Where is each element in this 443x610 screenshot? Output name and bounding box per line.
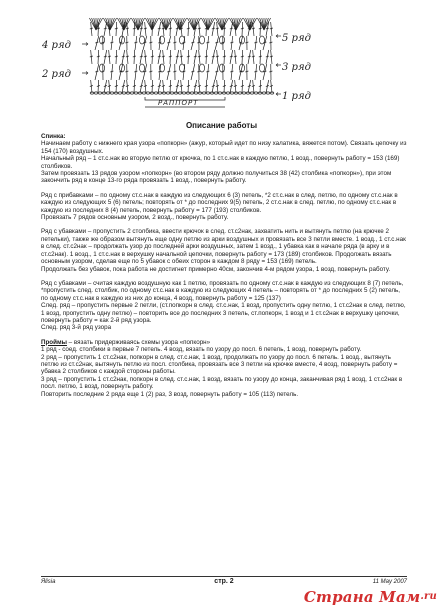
stitch-bar: [104, 56, 107, 57]
stitch-bar: [133, 28, 136, 29]
stitch-post: [152, 80, 153, 93]
stitch-bar: [90, 28, 93, 29]
stitch-bar: [95, 42, 98, 43]
chain-stitch: [134, 92, 138, 94]
stitch-bar: [149, 71, 152, 72]
stitch-bar: [180, 86, 183, 87]
stitch-bar: [151, 86, 154, 87]
stitch-bar: [167, 42, 170, 43]
paragraph: 1 ряд - соед. столбики в первые 7 петель. 4 возд, вязать по узору до посл. 6 петель, 1 возд, повернуть работу.: [41, 346, 362, 354]
stitch-bar: [191, 71, 194, 72]
paragraph: Ряд с прибавками – по одному ст.с.нак в каждую из следующих 6 (3) петель, *2 ст.с.нак в след. петлю, по одному ст.с.нак в каждую из следующих 5 (6) петель; повторять от * до последних 9(5) петель, 2 ст.с.нак в след. петлю, по одному ст.с.нак в каждую из последних 8 (4) петель, повернуть работу = 177 (193) столбиков.: [41, 191, 398, 214]
stitch-bar: [194, 56, 197, 57]
chain-stitch: [226, 92, 230, 94]
stitch-post: [260, 50, 261, 64]
chain-stitch: [190, 92, 194, 94]
stitch-bar: [254, 71, 257, 72]
paragraph: Ряд с убавками – считая каждую воздушную как 1 петлю, провязать по одному ст.с.нак в каждую из следующих 8 (7) петель, *пропустить след. столбик, по одному ст.с.нак в каждую из следующих 4 петель – повторять от * до последних 5 (2) петель, по одному ст.с.нак в каждую из них до конца, 4 возд, повернуть работу = 125 (137): [41, 279, 404, 302]
stitch-bar: [167, 71, 170, 72]
stitch-post: [242, 50, 243, 64]
stitch-bar: [187, 28, 190, 29]
chain-stitch: [266, 92, 270, 94]
stitch-bar: [110, 71, 113, 72]
paragraph: Начальный ряд – 1 ст.с.нак во вторую петлю от крючка, по 1 ст.с.нак в каждую петлю, 1 возд., повернуть работу = 153 (169) столбиков.: [41, 155, 400, 170]
stitch-bar: [122, 56, 125, 57]
chain-stitch: [218, 92, 222, 94]
stitch-bar: [158, 56, 161, 57]
stitch-bar: [125, 71, 128, 72]
watermark-tld: .ru: [420, 591, 437, 602]
chain-stitch: [98, 92, 102, 94]
rapport-label: РАППОРТ: [158, 99, 199, 107]
stitch-bar: [215, 71, 218, 72]
stitch-bar: [241, 56, 244, 57]
chain-stitch: [166, 92, 170, 94]
stitch-bar: [198, 56, 201, 57]
chain-stitch: [110, 92, 114, 94]
stitch-bar: [169, 86, 172, 87]
stitch-bar: [176, 28, 179, 29]
stitch-bar: [206, 71, 209, 72]
stitch-bar: [133, 56, 136, 57]
chain-stitch: [118, 92, 122, 94]
popcorn-stitch: [199, 36, 204, 44]
chain-stitch: [106, 92, 110, 94]
stitch-post: [98, 80, 99, 93]
stitch-post: [224, 50, 225, 64]
stitch-post: [206, 50, 207, 64]
stitch-bar: [115, 56, 118, 57]
stitch-post: [206, 80, 207, 93]
stitch-bar: [254, 42, 257, 43]
stitch-bar: [187, 86, 190, 87]
crochet-chart-drawing: [0, 0, 443, 118]
stitch-bar: [215, 42, 218, 43]
stitch-bar: [216, 28, 219, 29]
section-heading-back: Спинка:: [41, 133, 66, 140]
chain-stitch: [182, 92, 186, 94]
stitch-bar: [230, 42, 233, 43]
stitch-bar: [162, 28, 165, 29]
stitch-bar: [230, 86, 233, 87]
stitch-bar: [252, 86, 255, 87]
popcorn-stitch: [179, 36, 184, 44]
stitch-bar: [248, 56, 251, 57]
stitch-bar: [270, 56, 273, 57]
section-heading-armholes: Проймы: [41, 338, 67, 346]
stitch-bar: [194, 86, 197, 87]
stitch-bar: [206, 42, 209, 43]
stitch-post: [170, 80, 171, 93]
stitch-bar: [259, 28, 262, 29]
stitch-post: [242, 22, 243, 36]
stitch-bar: [104, 28, 107, 29]
stitch-bar: [140, 28, 143, 29]
chain-stitch: [202, 92, 206, 94]
chain-stitch: [94, 92, 98, 94]
page-title: Описание работы: [185, 121, 258, 130]
paragraph: Повторить последние 2 ряда еще 1 (2) раз, 3 возд, повернуть работу = 105 (113) петель.: [41, 390, 299, 398]
chain-stitch: [214, 92, 218, 94]
stitch-bar: [90, 86, 93, 87]
row-label-3: 3 ряд: [282, 62, 311, 73]
stitch-bar: [198, 86, 201, 87]
stitch-bar: [169, 56, 172, 57]
stitch-bar: [122, 86, 125, 87]
stitch-post: [188, 22, 189, 36]
stitch-bar: [216, 86, 219, 87]
stitch-post: [116, 22, 117, 36]
stitch-bar: [115, 28, 118, 29]
stitch-bar: [140, 86, 143, 87]
stitch-bar: [108, 86, 111, 87]
popcorn-stitch: [259, 36, 264, 44]
stitch-post: [134, 50, 135, 64]
chain-stitch: [250, 92, 254, 94]
page-footer: [41, 576, 407, 586]
stitch-post: [134, 80, 135, 93]
stitch-bar: [126, 86, 129, 87]
chain-stitch: [254, 92, 258, 94]
stitch-bar: [169, 28, 172, 29]
stitch-bar: [266, 56, 269, 57]
footer-page-number: стр. 2: [214, 578, 234, 585]
stitch-bar: [234, 56, 237, 57]
paragraph: 2 ряд – пропустить 1 ст.с2нак, попкорн в след. ст.с.нак, 1 возд, продолжать по узору до посл. 6 петель. 1 возд., вытянуть петлю из ст.с2нак, вытянуть петлю из посл. столбика, провязать все 3 петли на крючке вместе, 4 возд, повернуть работу = убавка 2 столбиков с каждой стороны работы.: [41, 353, 398, 376]
stitch-bar: [125, 42, 128, 43]
armholes-intro-text: – вязать придерживаясь схемы узора «попкорн»: [66, 338, 211, 346]
stitch-bar: [176, 86, 179, 87]
stitch-bar: [90, 56, 93, 57]
stitch-bar: [216, 56, 219, 57]
stitch-post: [170, 22, 171, 36]
popcorn-stitch: [139, 64, 144, 72]
paragraph: 3 ряд – пропустить 1 ст.с2нак, попкорн в след. ст.с.нак, 1 возд, вязать по узору до конца, заканчивая ряд 1 возд, 1 ст.с2нак в посл. петлю, 1 возд, повернуть работу.: [41, 375, 403, 391]
stitch-post: [188, 50, 189, 64]
stitch-bar: [162, 56, 165, 57]
footer-date: 11 May 2007: [372, 579, 407, 585]
footer-author: Яlisia: [41, 579, 56, 585]
stitch-bar: [173, 42, 176, 43]
stitch-bar: [191, 42, 194, 43]
stitch-bar: [259, 56, 262, 57]
chain-stitch: [194, 92, 198, 94]
stitch-bar: [241, 28, 244, 29]
row-label-2: 2 ряд: [42, 69, 71, 80]
paragraph: Начинаем работу с нижнего края узора «попкорн» (ажур, который идет по низу халатика, вяжется потом). Связать цепочку из 154 (170) воздушных.: [41, 140, 407, 155]
stitch-bar: [158, 28, 161, 29]
stitch-bar: [126, 56, 129, 57]
paragraph: Провязать 7 рядов основным узором, 2 возд., повернуть работу.: [41, 214, 229, 222]
chain-stitch: [238, 92, 242, 94]
stitch-post: [116, 80, 117, 93]
stitch-bar: [126, 28, 129, 29]
stitch-bar: [245, 71, 248, 72]
stitch-post: [188, 80, 189, 93]
stitch-bar: [115, 86, 118, 87]
chain-stitch: [122, 92, 126, 94]
stitch-bar: [158, 86, 161, 87]
stitch-bar: [97, 86, 100, 87]
stitch-bar: [245, 42, 248, 43]
stitch-bar: [252, 56, 255, 57]
crochet-chart: [0, 0, 443, 118]
chain-stitch: [142, 92, 146, 94]
paragraph: След. ряд 3-й ряд узора: [41, 324, 112, 332]
stitch-bar: [269, 71, 272, 72]
stitch-bar: [134, 71, 137, 72]
stitch-bar: [270, 86, 273, 87]
stitch-bar: [212, 28, 215, 29]
stitch-bar: [144, 86, 147, 87]
paragraph: Затем провязать 13 рядов узором «попкорн» (во втором ряду должно получиться 38 (42) столбика «попкорн»), при этом закончить ряд в конце 13-го ряда провязать 1 возд., повернуть работу.: [41, 170, 392, 185]
row-label-1: 1 ряд: [282, 91, 311, 102]
stitch-bar: [266, 86, 269, 87]
stitch-bar: [266, 28, 269, 29]
stitch-bar: [180, 56, 183, 57]
stitch-bar: [176, 56, 179, 57]
stitch-post: [152, 50, 153, 64]
popcorn-stitch: [179, 64, 184, 72]
paragraph: Продолжать без убавок, пока работа не достигнет примерно 40см, закончив 4-м рядом узора, 1 возд, повернуть работу.: [41, 265, 391, 273]
stitch-bar: [198, 28, 201, 29]
stitch-bar: [270, 28, 273, 29]
chain-stitch: [178, 92, 182, 94]
chain-stitch: [230, 92, 234, 94]
popcorn-stitch: [199, 64, 204, 72]
stitch-post: [260, 80, 261, 93]
chain-stitch: [206, 92, 210, 94]
stitch-bar: [223, 56, 226, 57]
chain-stitch: [262, 92, 266, 94]
stitch-bar: [205, 56, 208, 57]
stitch-bar: [95, 71, 98, 72]
stitch-bar: [104, 86, 107, 87]
stitch-post: [170, 50, 171, 64]
stitch-bar: [252, 28, 255, 29]
stitch-bar: [134, 42, 137, 43]
stitch-bar: [269, 42, 272, 43]
stitch-bar: [140, 56, 143, 57]
stitch-bar: [108, 56, 111, 57]
watermark-brand: Страна Мам: [303, 588, 421, 606]
stitch-bar: [97, 56, 100, 57]
chain-stitch: [154, 92, 158, 94]
stitch-bar: [110, 42, 113, 43]
chain-stitch: [158, 92, 162, 94]
stitch-bar: [230, 28, 233, 29]
chain-stitch: [130, 92, 134, 94]
stitch-bar: [205, 86, 208, 87]
stitch-bar: [144, 28, 147, 29]
armholes-intro: [41, 339, 407, 346]
row-label-4: 4 ряд: [42, 40, 71, 51]
stitch-post: [224, 80, 225, 93]
popcorn-stitch: [99, 64, 104, 72]
paragraph: Ряд с убавками – пропустить 2 столбика, ввести крючок в след. ст.с2нак, захватить нить и вытянуть петлю (на крючке 2 петельки), также же образом вытянуть еще одну петлю из арки воздушных и провязать все 3 петли вместе. 1 возд., 1 ст.с.нак в след. ст.с2нак – продолжать узор до последней арки воздушных, затем 1 возд., 1 убавка как в начале ряда (в арку и в ст.с2нак). 1 возд., 1 ст.с.нак в верхушку начальной цепочки, повернуть работу = 173 (189) столбиков. Продолжать вязать основным узором, сделав еще по 5 убавок с обеих сторон в каждом 8 ряду = 153 (169) петель.: [41, 228, 406, 266]
popcorn-stitch: [259, 64, 264, 72]
chain-stitch: [170, 92, 174, 94]
stitch-bar: [212, 56, 215, 57]
chain-stitch: [146, 92, 150, 94]
stitch-post: [116, 50, 117, 64]
pattern-description: [41, 133, 407, 398]
stitch-bar: [259, 86, 262, 87]
popcorn-stitch: [139, 36, 144, 44]
stitch-bar: [144, 56, 147, 57]
stitch-bar: [133, 86, 136, 87]
stitch-bar: [223, 86, 226, 87]
stitch-bar: [162, 86, 165, 87]
row-label-5: 5 ряд: [282, 33, 311, 44]
stitch-bar: [230, 71, 233, 72]
stitch-bar: [248, 86, 251, 87]
stitch-bar: [149, 42, 152, 43]
stitch-bar: [234, 86, 237, 87]
stitch-bar: [173, 71, 176, 72]
stitch-bar: [187, 56, 190, 57]
paragraph: След. ряд – пропустить первые 2 петли, (ст.попкорн в след. ст.с.нак, 1 возд, пропустить одну петлю, 1 ст.с2нак в след. петлю, 1 возд, пропустить одну петлю) – повторить все до последних 3 петель, ст.попкорн, 1 возд и 1 ст.с2нак в верхушку цепочки, повернуть работу = как 2-й ряд узора.: [41, 302, 406, 324]
stitch-bar: [151, 56, 154, 57]
stitch-bar: [241, 86, 244, 87]
stitch-post: [242, 80, 243, 93]
chain-stitch: [242, 92, 246, 94]
stitch-post: [98, 50, 99, 64]
stitch-bar: [212, 86, 215, 87]
popcorn-stitch: [219, 64, 224, 72]
stitch-bar: [230, 56, 233, 57]
site-watermark: [304, 588, 437, 606]
